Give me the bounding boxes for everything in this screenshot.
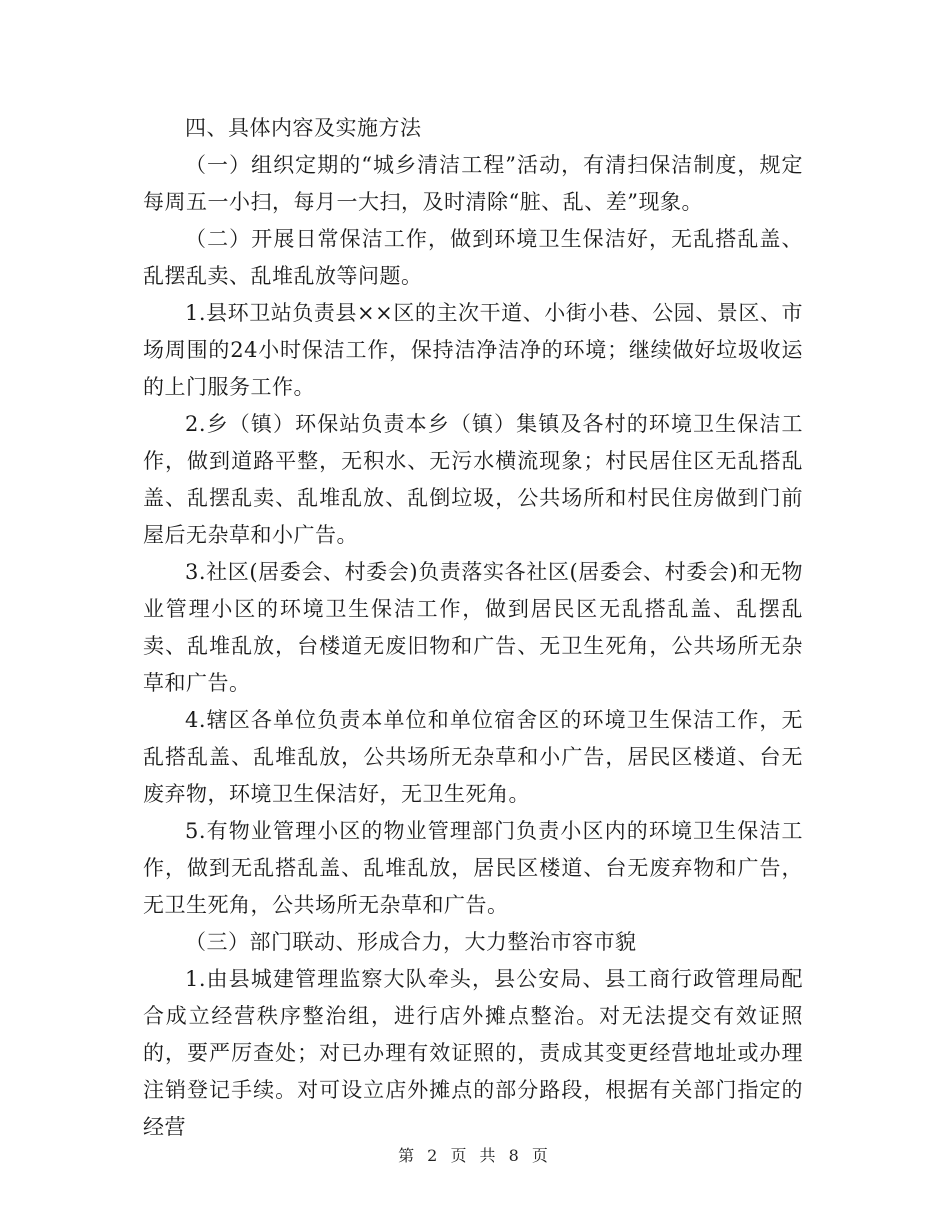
document-body xyxy=(143,110,803,1146)
section-heading-4: 四、具体内容及实施方法 xyxy=(185,116,422,140)
subsection-heading-3: （三）部门联动、形成合力，大力整治市容市貌 xyxy=(185,930,637,954)
page-number-footer: 第 2 页 共 8 页 xyxy=(398,1146,552,1165)
paragraph-9: 1.由县城建管理监察大队牵头，县公安局、县工商行政管理局配合成立经营秩序整治组，进行店外摊点整治。对无法提交有效证照的，要严厉查处；对已办理有效证照的，责成其变更经营地址或办理注销登记手续。对可设立店外摊点的部分路段，根据有关部门指定的经营 xyxy=(143,967,803,1139)
paragraph-3: 1.县环卫站负责县××区的主次干道、小街小巷、公园、景区、市场周围的24小时保洁工作，保持洁净洁净的环境；继续做好垃圾收运的上门服务工作。 xyxy=(143,301,803,399)
paragraph-4: 2.乡（镇）环保站负责本乡（镇）集镇及各村的环境卫生保洁工作，做到道路平整，无积水、无污水横流现象；村民居住区无乱搭乱盖、乱摆乱卖、乱堆乱放、乱倒垃圾，公共场所和村民住房做到门前屋后无杂草和小广告。 xyxy=(143,412,803,547)
paragraph-7: 5.有物业管理小区的物业管理部门负责小区内的环境卫生保洁工作，做到无乱搭乱盖、乱堆乱放，居民区楼道、台无废弃物和广告，无卫生死角，公共场所无杂草和广告。 xyxy=(143,819,803,917)
paragraph-2: （二）开展日常保洁工作，做到环境卫生保洁好，无乱搭乱盖、乱摆乱卖、乱堆乱放等问题。 xyxy=(143,227,803,288)
paragraph-1: （一）组织定期的“城乡清洁工程”活动，有清扫保洁制度，规定每周五一小扫，每月一大扫，及时清除“脏、乱、差”现象。 xyxy=(143,153,803,214)
paragraph-6: 4.辖区各单位负责本单位和单位宿舍区的环境卫生保洁工作，无乱搭乱盖、乱堆乱放，公共场所无杂草和小广告，居民区楼道、台无废弃物，环境卫生保洁好，无卫生死角。 xyxy=(143,708,803,806)
paragraph-5: 3.社区(居委会、村委会)负责落实各社区(居委会、村委会)和无物业管理小区的环境卫生保洁工作，做到居民区无乱搭乱盖、乱摆乱卖、乱堆乱放，台楼道无废旧物和广告、无卫生死角，公共场所无杂草和广告。 xyxy=(143,560,803,695)
